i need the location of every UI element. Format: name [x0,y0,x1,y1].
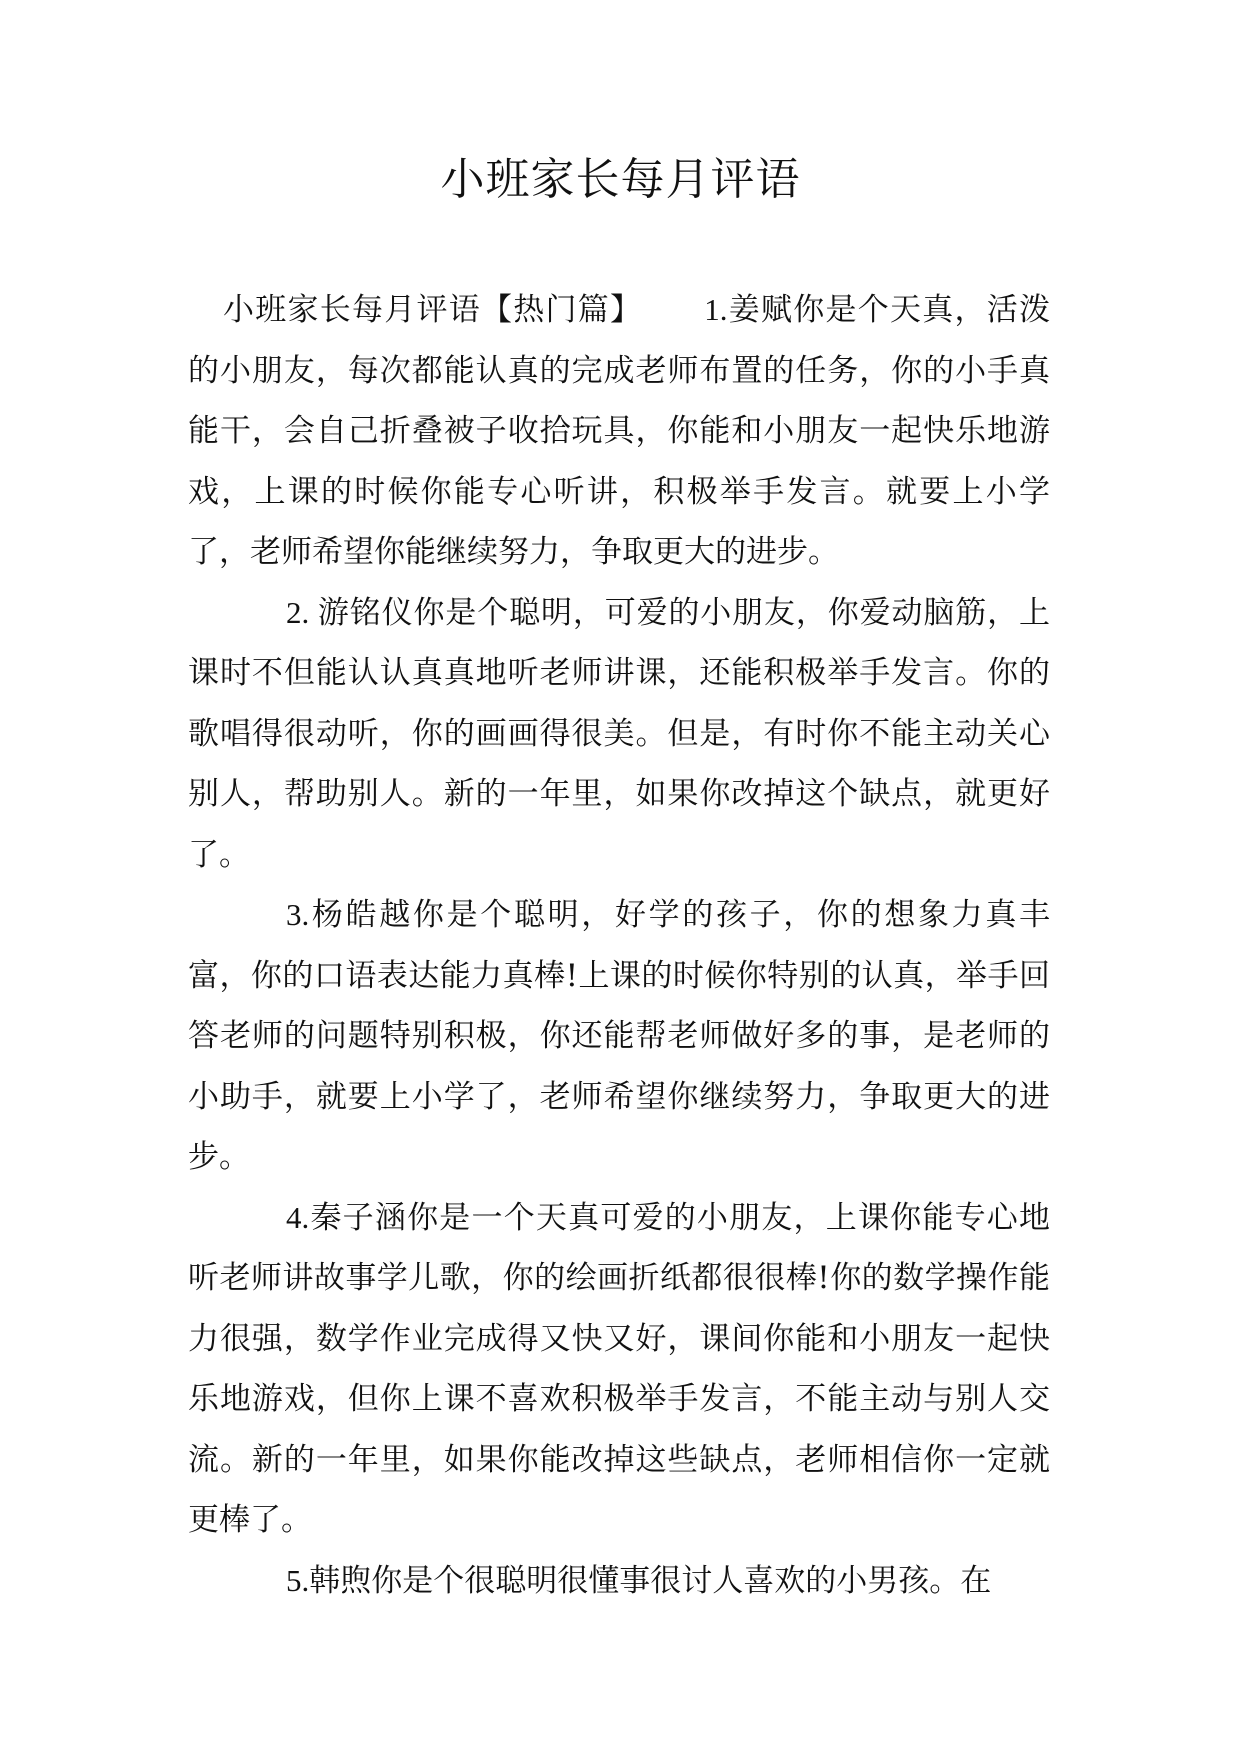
item-number-3: 3. [286,897,310,932]
item-text-2: 游铭仪你是个聪明，可爱的小朋友，你爱动脑筋，上课时不但能认认真真地听老师讲课，还能积极举手发言。你的歌唱得很动听，你的画画得很美。但是，有时你不能主动关心别人，帮助别人。新的一年里，如果你改掉这个缺点，就更好了。 [188,594,1051,873]
item-text-3: 杨皓越你是个聪明，好学的孩子，你的想象力真丰富，你的口语表达能力真棒!上课的时候你特别的认真，举手回答老师的问题特别积极，你还能帮老师做好多的事，是老师的小助手，就要上小学了，老师希望你继续努力，争取更大的进步。 [188,897,1050,1175]
comment-paragraph-5 [188,1551,1050,1612]
comment-paragraph-1 [188,280,1050,583]
item-text-1: 姜赋你是个天真，活泼的小朋友，每次都能认真的完成老师布置的任务，你的小手真能干，会自己折叠被子收拾玩具，你能和小朋友一起快乐地游戏，上课的时候你能专心听讲，积极举手发言。就要上小学了，老师希望你能继续努力，争取更大的进步。 [188,292,1050,570]
item-text-5: 韩煦你是个很聪明很懂事很讨人喜欢的小男孩。在 [309,1562,992,1599]
document-body [188,280,1050,1611]
comment-paragraph-2 [188,583,1050,886]
item-number-2: 2. [286,594,318,630]
item-number-1: 1. [704,292,728,327]
document-title: 小班家长每月评语 [440,154,801,205]
item-number-5: 5. [286,1562,310,1598]
item-text-4: 秦子涵你是一个天真可爱的小朋友，上课你能专心地听老师讲故事学儿歌，你的绘画折纸都很很棒!你的数学操作能力很强，数学作业完成得又快又好，课间你能和小朋友一起快乐地游戏，但你上课不喜欢积极举手发言，不能主动与别人交流。新的一年里，如果你能改掉这些缺点，老师相信你一定就更棒了。 [188,1199,1050,1538]
item-number-4: 4. [286,1199,310,1235]
comment-paragraph-4 [188,1188,1050,1551]
comment-paragraph-3 [188,885,1050,1188]
intro-heading: 小班家长每月评语【热门篇】 [223,292,643,328]
